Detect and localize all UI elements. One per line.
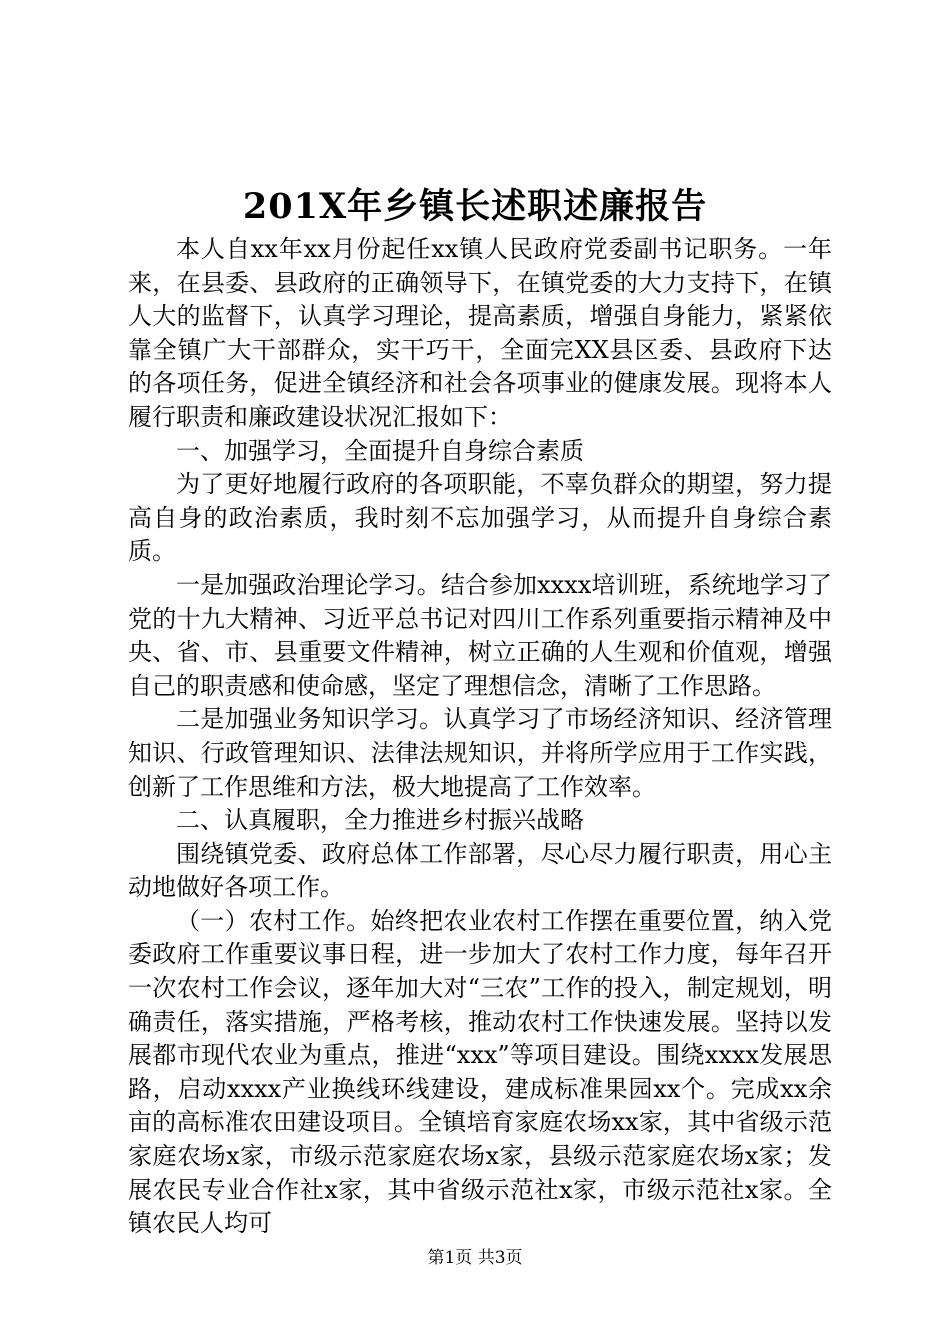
paragraph-intro: 本人自xx年xx月份起任xx镇人民政府党委副书记职务。一年来，在县委、县政府的正确领导下，在镇党委的大力支持下，在镇人大的监督下，认真学习理论，提高素质，增强自身能力，紧紧依靠全镇广大干部群众，实干巧干，全面完XX县区委、县政府下达的各项任务，促进全镇经济和社会各项事业的健康发展。现将本人履行职责和廉政建设状况汇报如下： bbox=[128, 235, 832, 431]
page-footer: 第1页 共3页 bbox=[427, 1248, 523, 1268]
paragraph: 一是加强政治理论学习。结合参加xxxx培训班，系统地学习了党的十九大精神、习近平总书记对四川工作系列重要指示精神及中央、省、市、县重要文件精神，树立正确的人生观和价值观，增强自己的职责感和使命感，坚定了理想信念，清晰了工作思路。 bbox=[128, 570, 832, 700]
paragraph: 围绕镇党委、政府总体工作部署，尽心尽力履行职责，用心主动地做好各项工作。 bbox=[128, 839, 832, 902]
document-title: 201X年乡镇长述职述廉报告 bbox=[242, 186, 708, 227]
paragraph: （一）农村工作。始终把农业农村工作摆在重要位置，纳入党委政府工作重要议事日程，进一步加大了农村工作力度，每年召开一次农村工作会议，逐年加大对“三农”工作的投入，制定规划，明确责任，落实措施，严格考核，推动农村工作快速发展。坚持以发展都市现代农业为重点，推进“xxx”等项目建设。围绕xxxx发展思路，启动xxxx产业换线环线建设，建成标准果园xx个。完成xx余亩的高标准农田建设项目。全镇培育家庭农场xx家，其中省级示范家庭农场x家，市级示范家庭农场x家，县级示范家庭农场x家；发展农民专业合作社x家，其中省级示范社x家，市级示范社x家。全镇农民人均可 bbox=[128, 906, 832, 1238]
document-body bbox=[128, 233, 832, 1241]
paragraph: 为了更好地履行政府的各项职能，不辜负群众的期望，努力提高自身的政治素质，我时刻不忘加强学习，从而提升自身综合素质。 bbox=[128, 470, 832, 566]
section-heading-1: 一、加强学习，全面提升自身综合素质 bbox=[176, 436, 584, 465]
paragraph: 二是加强业务知识学习。认真学习了市场经济知识、经济管理知识、行政管理知识、法律法规知识，并将所学应用于工作实践，创新了工作思维和方法，极大地提高了工作效率。 bbox=[128, 705, 832, 801]
section-heading-2: 二、认真履职，全力推进乡村振兴战略 bbox=[176, 806, 584, 835]
